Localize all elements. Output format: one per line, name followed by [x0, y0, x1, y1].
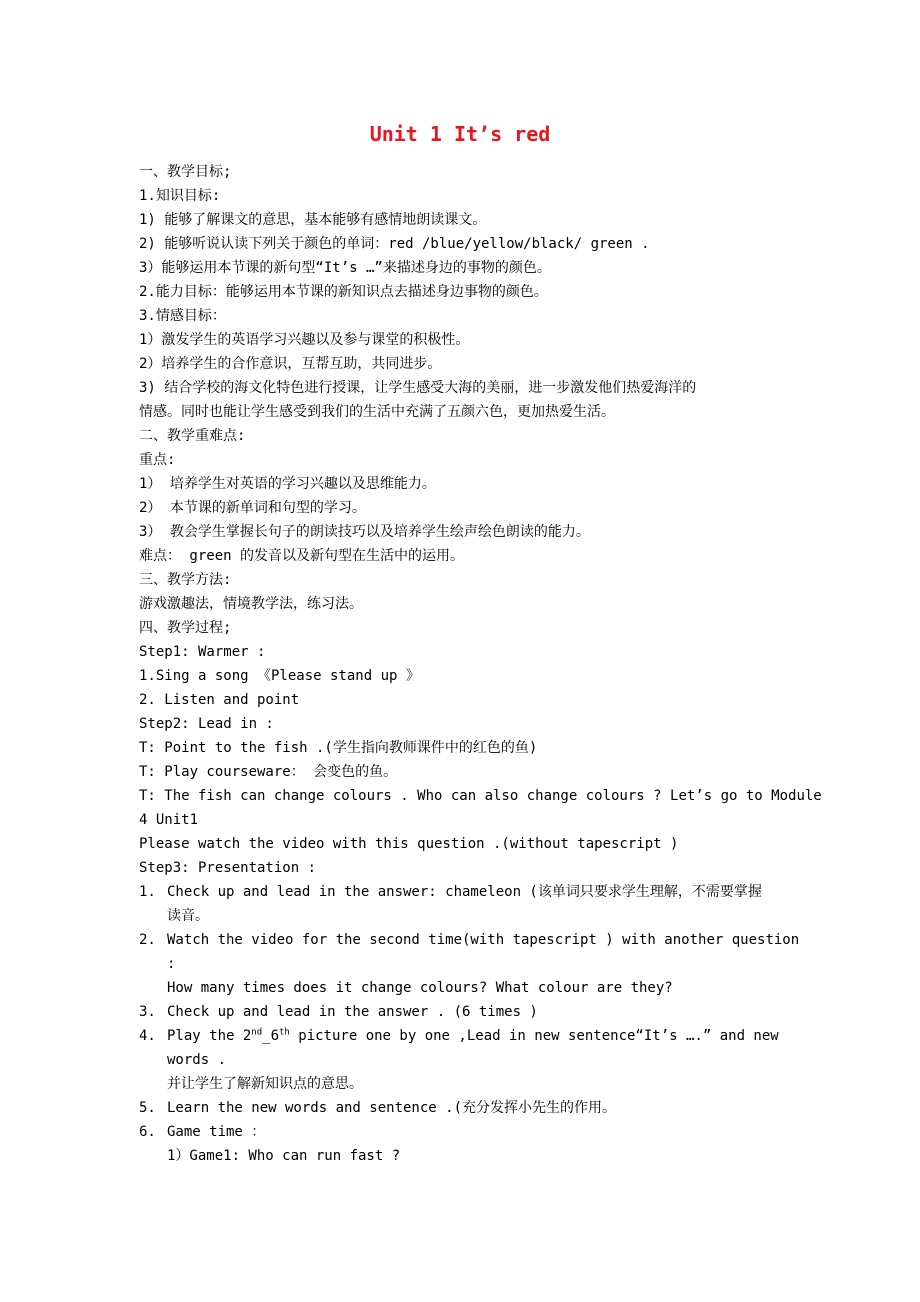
key-points-label: 重点: — [139, 452, 176, 468]
text-line: 2) 能够听说认读下列关于颜色的单词：red /blue/yellow/black/ green . — [139, 236, 650, 252]
text-line: 3) 结合学校的海文化特色进行授课，让学生感受大海的美丽，进一步激发他们热爱海洋的 — [139, 380, 697, 396]
text-line: 2） 本节课的新单词和句型的学习。 — [139, 500, 366, 516]
section-objectives-heading: 一、教学目标; — [139, 164, 232, 180]
list-number: 2. — [139, 932, 156, 948]
list-item: Watch the video for the second time(with tapescript ) with another question — [167, 932, 800, 948]
step2-heading: Step2: Lead in : — [139, 716, 274, 732]
knowledge-goal-heading: 1.知识目标: — [139, 188, 221, 204]
list-item: Check up and lead in the answer . (6 times ) — [167, 1004, 538, 1020]
text-line: 2）培养学生的合作意识，互帮互助，共同进步。 — [139, 356, 442, 372]
text-line: Please watch the video with this question .(without tapescript ) — [139, 836, 679, 852]
game1-line: 1）Game1: Who can run fast ? — [167, 1148, 401, 1164]
list-number: 5. — [139, 1100, 156, 1116]
list-number: 1. — [139, 884, 156, 900]
difficulty-line: 难点： green 的发音以及新句型在生活中的运用。 — [139, 548, 464, 564]
text-line: 情感。同时也能让学生感受到我们的生活中充满了五颜六色，更加热爱生活。 — [139, 404, 615, 420]
step3-heading: Step3: Presentation : — [139, 860, 317, 876]
emotion-goal-heading: 3.情感目标： — [139, 308, 226, 324]
list-number: 4. — [139, 1028, 156, 1044]
list-item: Check up and lead in the answer: chameleon (该单词只要求学生理解，不需要掌握 — [167, 884, 762, 900]
list-item: How many times does it change colours? What colour are they? — [167, 980, 673, 996]
text-line: 1) 能够了解课文的意思，基本能够有感情地朗读课文。 — [139, 212, 487, 228]
text-line: 1.Sing a song 《Please stand up 》 — [139, 668, 420, 684]
list-number: 6. — [139, 1124, 156, 1140]
section-process-heading: 四、教学过程; — [139, 620, 232, 636]
list-item: : — [167, 956, 176, 972]
text-line: 2. Listen and point — [139, 692, 300, 708]
document-title: Unit 1 It’s red — [369, 122, 551, 146]
section-methods-heading: 三、教学方法: — [139, 572, 232, 588]
text-line: 1） 培养学生对英语的学习兴趣以及思维能力。 — [139, 476, 436, 492]
list-item: words . — [167, 1052, 227, 1068]
text-line: T: Play courseware： 会变色的鱼。 — [139, 764, 398, 780]
list-item: 读音。 — [167, 908, 209, 924]
text-line: 3） 教会学生掌握长句子的朗读技巧以及培养学生绘声绘色朗读的能力。 — [139, 524, 590, 540]
list-item-with-superscript: Play the 2nd_6th picture one by one ,Lead in new sentence“It’s ….” and new — [167, 1027, 779, 1044]
text-line: 1）激发学生的英语学习兴趣以及参与课堂的积极性。 — [139, 332, 470, 348]
text-line: T: Point to the fish .(学生指向教师课件中的红色的鱼) — [139, 740, 538, 756]
list-item: Learn the new words and sentence .(充分发挥小先生的作用。 — [167, 1100, 617, 1116]
list-item: Game time ： — [167, 1124, 266, 1140]
ability-goal-line: 2.能力目标：能够运用本节课的新知识点去描述身边事物的颜色。 — [139, 284, 548, 300]
list-number: 3. — [139, 1004, 156, 1020]
text-line: 游戏激趣法，情境教学法，练习法。 — [139, 596, 363, 612]
text-line: 4 Unit1 — [139, 812, 199, 828]
section-key-points-heading: 二、教学重难点: — [139, 428, 246, 444]
list-item: 并让学生了解新知识点的意思。 — [167, 1076, 363, 1092]
text-line: 3）能够运用本节课的新句型“It’s …”来描述身边的事物的颜色。 — [139, 260, 551, 276]
text-line: T: The fish can change colours . Who can also change colours ? Let’s go to Module — [139, 788, 822, 804]
step1-heading: Step1: Warmer : — [139, 644, 266, 660]
